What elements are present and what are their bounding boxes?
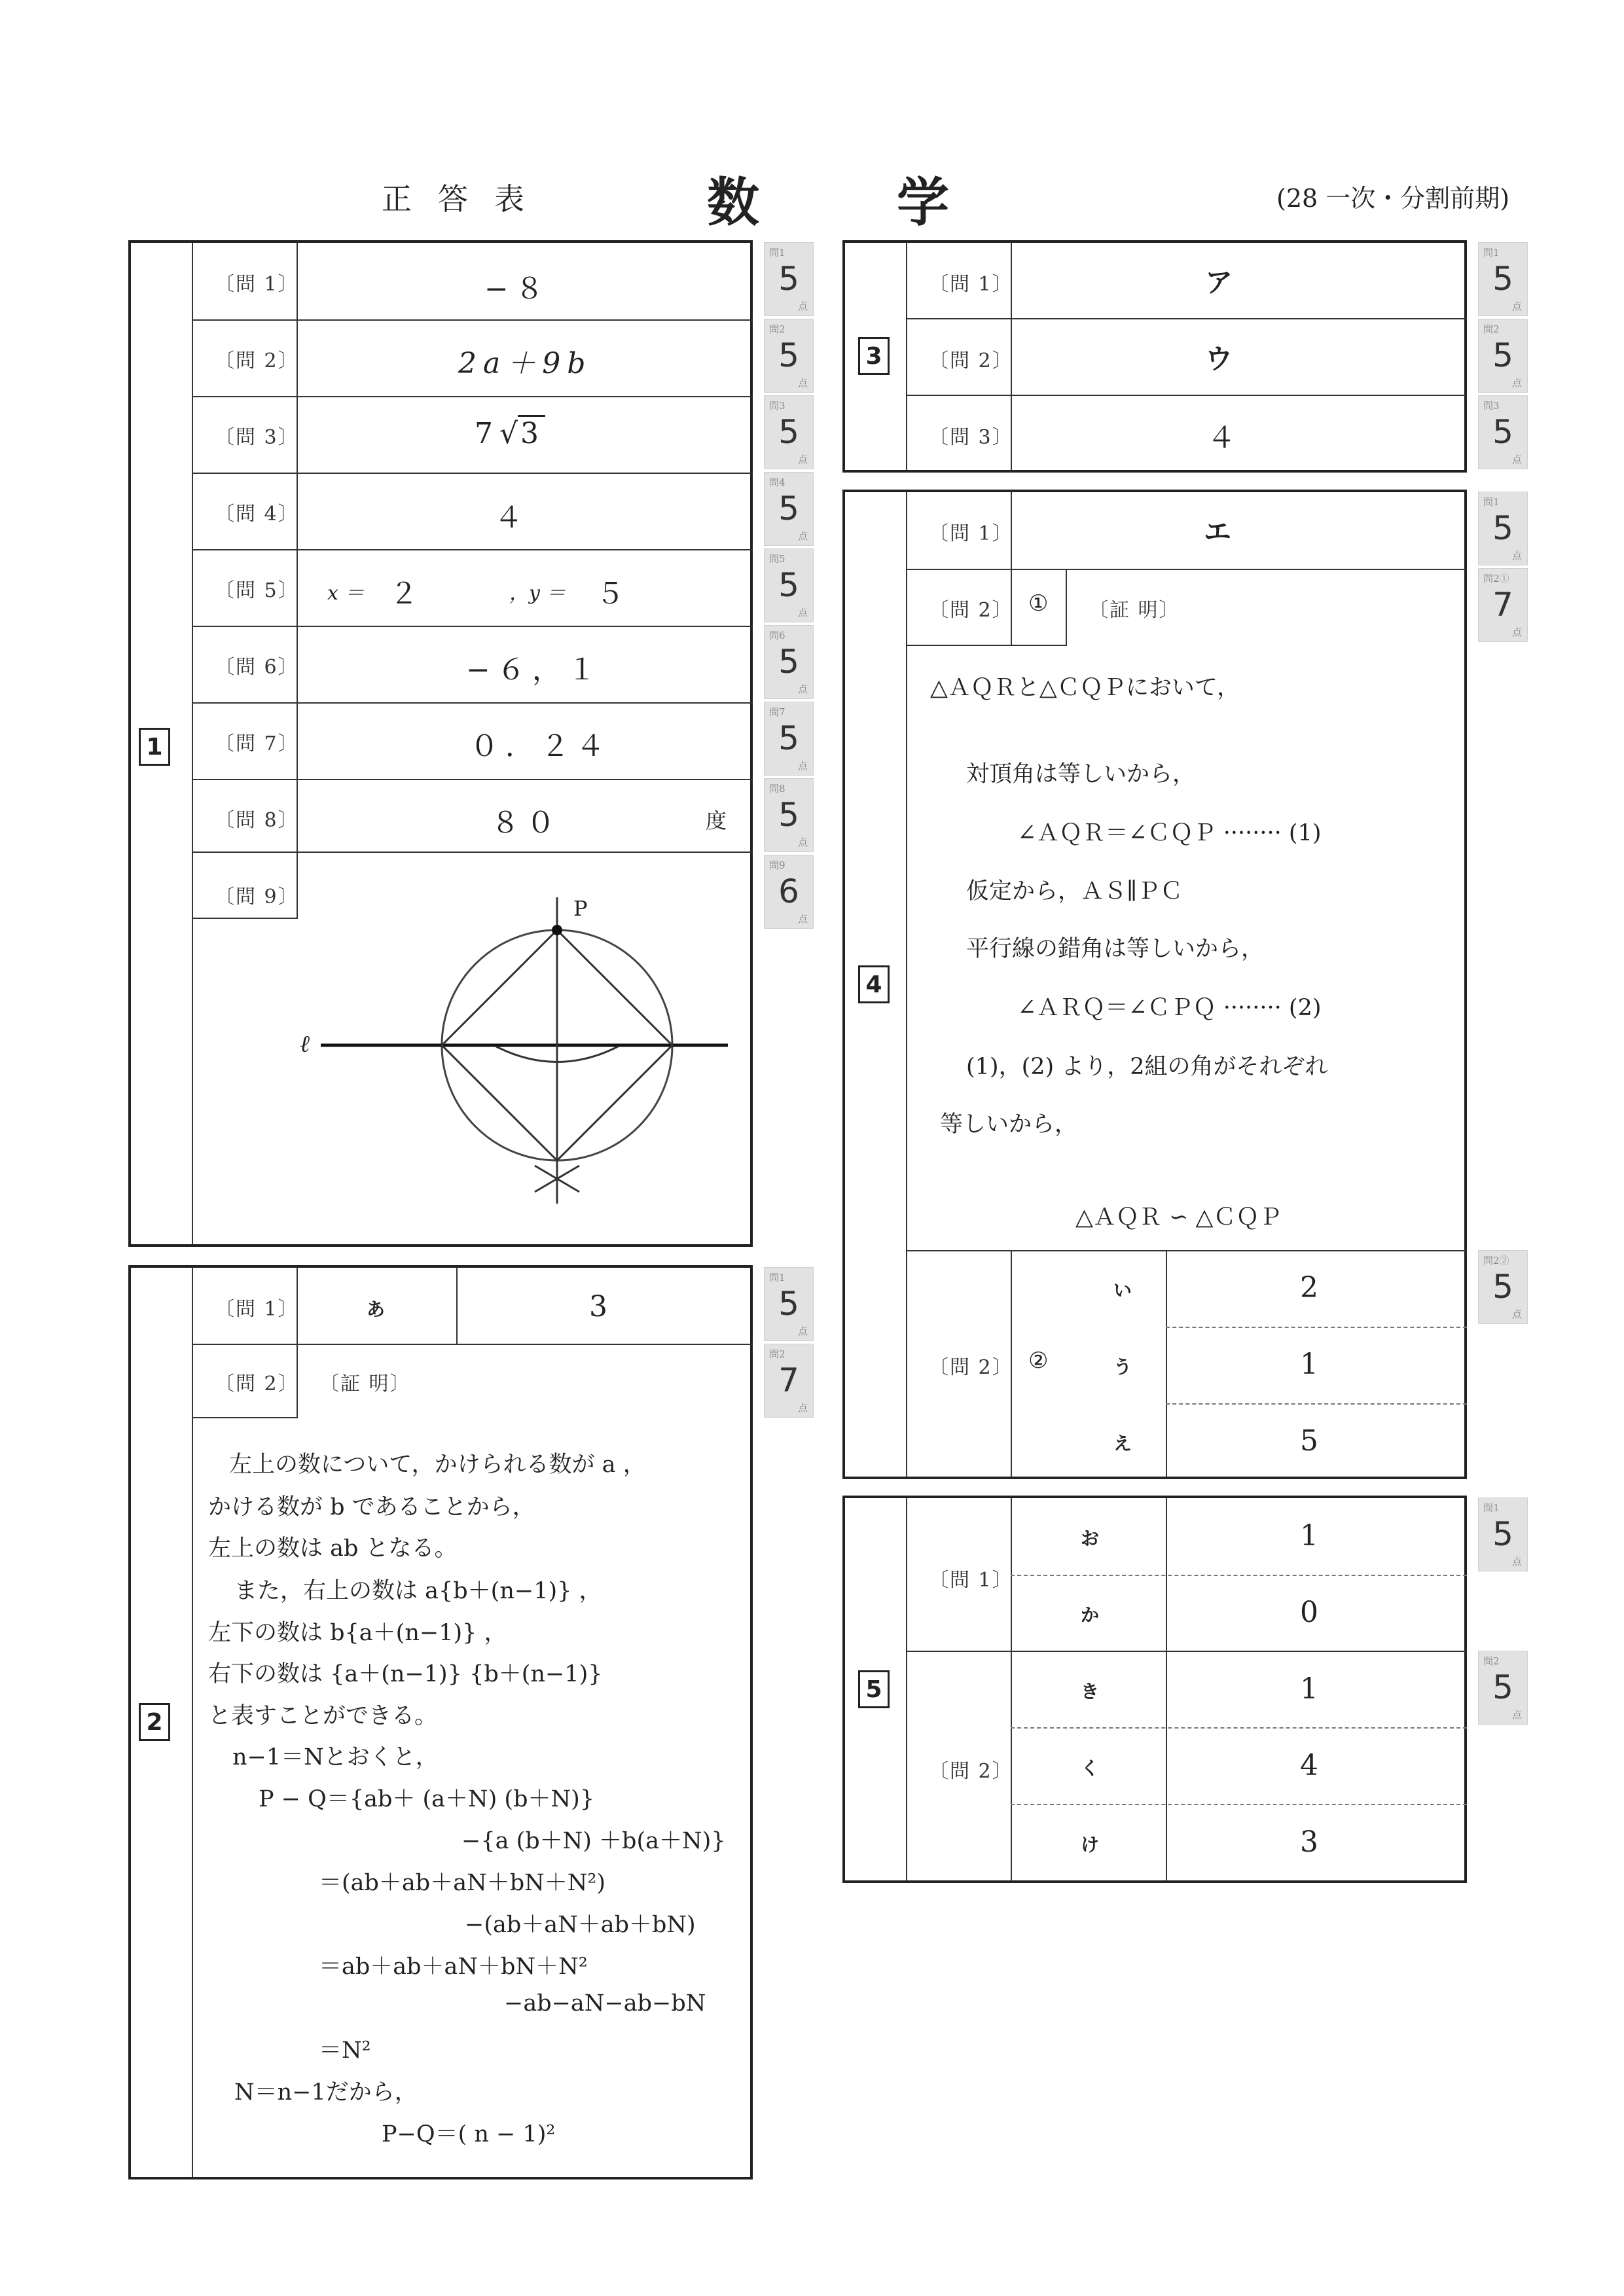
answer-value: エ — [1204, 516, 1232, 548]
proof-line: 左下の数は b{a＋(n−1)} ， — [208, 1620, 507, 1646]
blank-label: き — [1081, 1681, 1100, 1702]
line-l-label: ℓ — [300, 1031, 310, 1058]
point-tag: 問8 5 点 — [764, 778, 814, 852]
question-label: 〔問 9〕 — [215, 886, 299, 908]
blank-label: く — [1081, 1757, 1100, 1779]
proof-line: 左上の数は ab となる。 — [208, 1535, 458, 1562]
question-label: 〔問 8〕 — [215, 809, 299, 832]
proof-line: P−Q＝( n − 1)² — [382, 2121, 556, 2147]
proof-line: 右下の数は {a＋(n−1)} {b＋(n−1)} — [208, 1661, 603, 1687]
degree-unit: 度 — [706, 808, 727, 833]
proof-line: N＝n−1だから， — [234, 2079, 418, 2106]
proof-line: と表すことができる。 — [208, 1703, 438, 1729]
point-tag: 問2 7 点 — [764, 1344, 814, 1418]
proof-line: かける数が b であることから， — [208, 1494, 535, 1520]
point-tag: 問1 5 点 — [1478, 1498, 1528, 1571]
proof-line: ∠ＡＲＱ＝∠ＣＰＱ ········ (2) — [1017, 995, 1322, 1021]
question-label: 〔問 2〕 — [929, 1760, 1013, 1783]
proof-label: 〔証 明〕 — [319, 1372, 411, 1395]
answer-table-label: 正答表 — [382, 181, 550, 217]
answer-value: 2a＋9b — [458, 347, 592, 380]
blank-label: え — [1113, 1433, 1132, 1454]
point-tag: 問2② 5 点 — [1478, 1250, 1528, 1324]
proof-line: P − Q＝{ab＋ (a＋N) (b＋N)} — [259, 1786, 595, 1812]
question-label: 〔問 2〕 — [929, 599, 1013, 622]
subject-char-1: 数 — [707, 172, 759, 233]
proof-line: △ＡＱＲ ∽ △ＣＱＰ — [1075, 1204, 1282, 1230]
proof-line: −{a (b＋N) ＋b(a＋N)} — [461, 1828, 726, 1854]
answer-value: 3 — [589, 1290, 614, 1323]
answer-value: ４ — [1207, 422, 1242, 455]
answer-value: 3 — [1300, 1825, 1325, 1859]
section-number: 3 — [858, 337, 890, 375]
subject-char-2: 学 — [897, 172, 949, 233]
blank-label: お — [1081, 1528, 1100, 1549]
answer-value: 4 — [1300, 1749, 1325, 1782]
blank-label: か — [1081, 1604, 1100, 1626]
proof-line: ＝N² — [319, 2037, 371, 2064]
proof-line: ∠ＡＱＲ＝∠ＣＱＰ ········ (1) — [1017, 820, 1322, 846]
point-tag: 問2 5 点 — [1478, 319, 1528, 393]
proof-line: −ab−aN−ab−bN — [504, 1990, 706, 2017]
answer-value: 1 — [1300, 1672, 1325, 1706]
point-tag: 問2 5 点 — [1478, 1651, 1528, 1725]
answer-value: ８０ — [491, 806, 562, 840]
construction-figure — [131, 243, 753, 1244]
exam-edition: (28 一次・分割前期) — [1276, 184, 1510, 213]
answer-radicand: 3 — [518, 415, 545, 450]
point-p-label: P — [573, 896, 588, 921]
section-4 — [842, 490, 1467, 1479]
blank-label: い — [1113, 1280, 1132, 1301]
question-label: 〔問 1〕 — [929, 1569, 1013, 1592]
point-tag: 問6 5 点 — [764, 625, 814, 699]
question-label: 〔問 6〕 — [215, 656, 299, 679]
proof-line: 平行線の錯角は等しいから， — [966, 936, 1265, 962]
proof-line: n−1＝Nとおくと， — [232, 1744, 439, 1770]
question-label: 〔問 2〕 — [929, 1356, 1013, 1379]
question-label: 〔問 1〕 — [215, 273, 299, 296]
answer-value: 1 — [1300, 1519, 1325, 1552]
section-3 — [842, 240, 1467, 473]
question-label: 〔問 2〕 — [929, 350, 1013, 372]
y-value: ５ — [596, 577, 631, 611]
answer-value: ウ — [1205, 343, 1233, 375]
question-label: 〔問 3〕 — [215, 426, 299, 449]
point-tag: 問1 5 点 — [1478, 242, 1528, 316]
answer-value: 2 — [1300, 1271, 1325, 1304]
section-number: 2 — [139, 1703, 170, 1741]
point-tag: 問2 5 点 — [764, 319, 814, 393]
blank-label: あ — [367, 1299, 386, 1320]
proof-line: 仮定から，ＡＳ∥ＰＣ — [966, 878, 1183, 905]
point-tag: 問3 5 点 — [764, 395, 814, 469]
answer-value: ア — [1205, 266, 1233, 298]
question-label: 〔問 3〕 — [929, 426, 1013, 449]
section-1 — [128, 240, 753, 1247]
proof-line: 対頂角は等しいから， — [966, 761, 1196, 787]
sub-question-2: ② — [1028, 1348, 1049, 1374]
answer-value: 7√3 — [475, 417, 545, 450]
question-label: 〔問 7〕 — [215, 732, 299, 755]
point-tag: 問3 5 点 — [1478, 395, 1528, 469]
section-2 — [128, 1265, 753, 2179]
blank-label: け — [1081, 1834, 1100, 1856]
point-tag: 問1 5 点 — [764, 1267, 814, 1341]
section-5 — [842, 1496, 1467, 1883]
answer-value: 1 — [1300, 1348, 1325, 1381]
proof-line: また，右上の数は a{b＋(n−1)} ， — [234, 1578, 602, 1604]
point-p-marker — [552, 925, 562, 935]
point-tag: 問4 5 点 — [764, 472, 814, 546]
question-label: 〔問 5〕 — [215, 579, 299, 602]
proof-line: △ＡＱＲと△ＣＱＰにおいて， — [930, 675, 1240, 701]
answer-value: 5 — [1300, 1424, 1325, 1458]
question-label: 〔問 2〕 — [215, 350, 299, 372]
proof-label: 〔証 明〕 — [1089, 599, 1180, 622]
question-label: 〔問 4〕 — [215, 503, 299, 526]
proof-line: (1)，(2) より，2組の角がそれぞれ — [966, 1054, 1328, 1080]
point-tag: 問1 5 点 — [1478, 492, 1528, 565]
x-value: ２ — [389, 577, 425, 611]
proof-line: ＝ab＋ab＋aN＋bN＋N² — [319, 1954, 588, 1980]
proof-line: 等しいから， — [940, 1111, 1078, 1138]
proof-line: ＝(ab＋ab＋aN＋bN＋N²) — [319, 1870, 606, 1896]
point-tag: 問1 5 点 — [764, 242, 814, 316]
answer-value: 0 — [1300, 1596, 1325, 1629]
point-tag: 問2① 7 点 — [1478, 568, 1528, 642]
section-number: 1 — [139, 728, 170, 766]
section-number: 5 — [858, 1670, 890, 1708]
answer-value: −６，１ — [466, 653, 603, 687]
blank-label: う — [1113, 1356, 1132, 1378]
question-label: 〔問 1〕 — [929, 273, 1013, 296]
answer-coefficient: 7 — [475, 417, 499, 450]
answer-value: ０．２４ — [470, 730, 611, 763]
question-label: 〔問 2〕 — [215, 1372, 299, 1395]
point-tag: 問7 5 点 — [764, 702, 814, 776]
point-tag: 問9 6 点 — [764, 855, 814, 929]
section-number: 4 — [858, 965, 890, 1003]
question-label: 〔問 1〕 — [215, 1298, 299, 1321]
proof-line: 左上の数について，かけられる数が a ， — [229, 1452, 646, 1478]
point-tag: 問5 5 点 — [764, 548, 814, 622]
question-label: 〔問 1〕 — [929, 522, 1013, 545]
answer-value: ４ — [494, 501, 530, 535]
sub-question-1: ① — [1028, 590, 1049, 617]
proof-line: −(ab＋aN＋ab＋bN) — [465, 1912, 696, 1938]
y-label: ，y ＝ — [509, 582, 566, 605]
x-label: x ＝ — [327, 582, 365, 605]
answer-value: −８ — [484, 272, 550, 306]
